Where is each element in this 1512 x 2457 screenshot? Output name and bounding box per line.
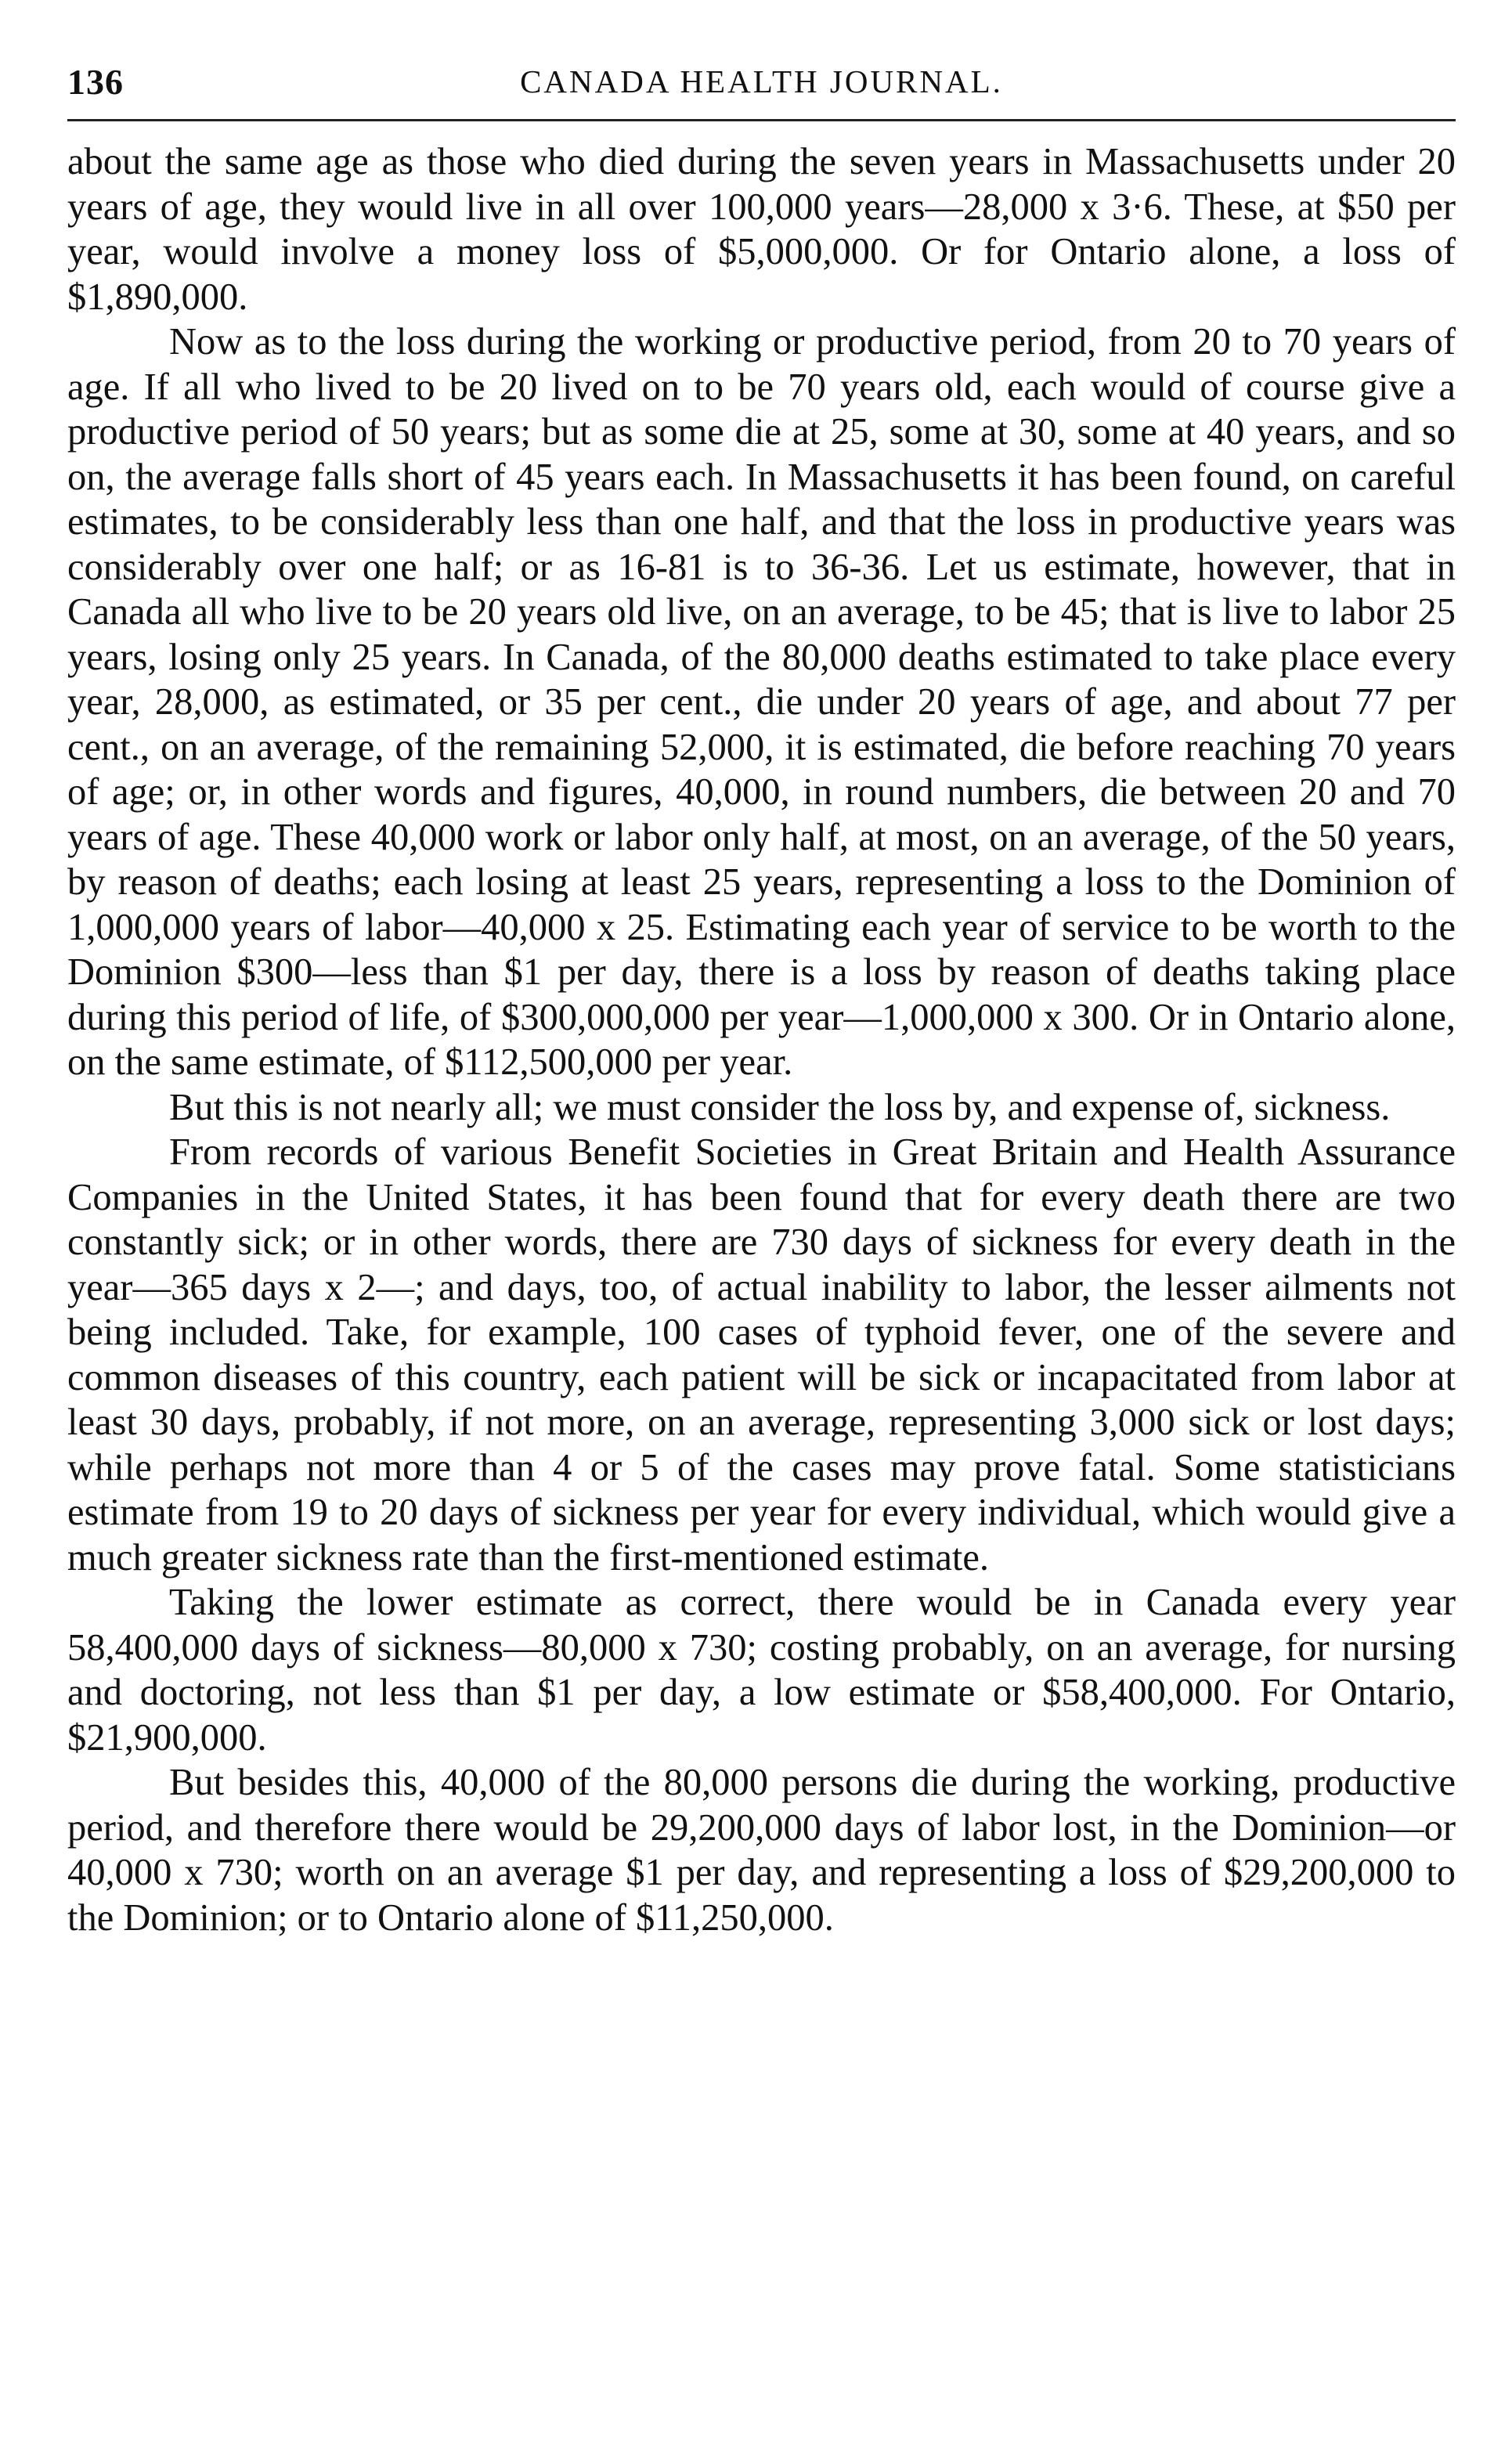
paragraph-sickness-loss: But this is not nearly all; we must consider the loss by, and expense of, sickness.	[169, 1086, 1391, 1128]
paragraph-lower-estimate: Taking the lower estimate as correct, there would be in Canada every year 58,400,000 days of sickness—80,000 x 730; costing probably, on an average, for nursing and doctoring, not less than $1 per day, a low estimate or $58,400,000. For Ontario, $21,900,000.	[67, 1582, 1456, 1759]
paragraph-continued: about the same age as those who died during the seven years in Massachusetts under 20 years of age, they would live in all over 100,000 years—28,000 x 3·6. These, at $50 per year, would involve a money loss of $5,000,000. Or for Ontario alone, a loss of $1,890,000.	[67, 141, 1456, 318]
page-number: 136	[67, 62, 124, 102]
paragraph-benefit-societies: From records of various Benefit Societies in Great Britain and Health Assurance Companies in the United States, it has been found that for every death there are two constantly sick; or in other words, there are 730 days of sickness for every death in the year—365 days x 2—; and days, too, of actual inability to labor, the lesser ailments not being included. Take, for example, 100 cases of typhoid fever, one of the severe and common diseases of this country, each patient will be sick or incapacitated from labor at least 30 days, probably, if not more, on an average, representing 3,000 sick or lost days; while perhaps not more than 4 or 5 of the cases may prove fatal. Some statisticians estimate from 19 to 20 days of sickness per year for every individual, which would give a much greater sickness rate than the first-mentioned estimate.	[67, 1131, 1456, 1578]
paragraph-productive-period: Now as to the loss during the working or productive period, from 20 to 70 years of age. If all who lived to be 20 lived on to be 70 years old, each would of course give a productive period of 50 years; but as some die at 25, some at 30, some at 40 years, and so on, the average falls short of 45 years each. In Massachusetts it has been found, on careful estimates, to be considerably less than one half, and that the loss in productive years was considerably over one half; or as 16-81 is to 36-36. Let us estimate, however, that in Canada all who live to be 20 years old live, on an average, to be 45; that is live to labor 25 years, losing only 25 years. In Canada, of the 80,000 deaths estimated to take place every year, 28,000, as estimated, or 35 per cent., die under 20 years of age, and about 77 per cent., on an average, of the remaining 52,000, it is estimated, die before reaching 70 years of age; or, in other words and figures, 40,000, in round numbers, die between 20 and 70 years of age. These 40,000 work or labor only half, at most, on an average, of the 50 years, by reason of deaths; each losing at least 25 years, representing a loss to the Dominion of 1,000,000 years of labor—40,000 x 25. Estimating each year of service to be worth to the Dominion $300—less than $1 per day, there is a loss by reason of deaths taking place during this period of life, of $300,000,000 per year—1,000,000 x 300. Or in Ontario alone, on the same estimate, of $112,500,000 per year.	[67, 321, 1456, 1083]
paragraph-labor-lost: But besides this, 40,000 of the 80,000 persons die during the working, productive period, and therefore there would be 29,200,000 days of labor lost, in the Dominion—or 40,000 x 730; worth on an average $1 per day, and representing a loss of $29,200,000 to the Dominion; or to Ontario alone of $11,250,000.	[67, 1762, 1456, 1939]
journal-title: CANADA HEALTH JOURNAL.	[520, 63, 1003, 99]
article-text	[67, 139, 1456, 1940]
header-rule	[67, 119, 1456, 121]
running-head	[67, 61, 1456, 116]
